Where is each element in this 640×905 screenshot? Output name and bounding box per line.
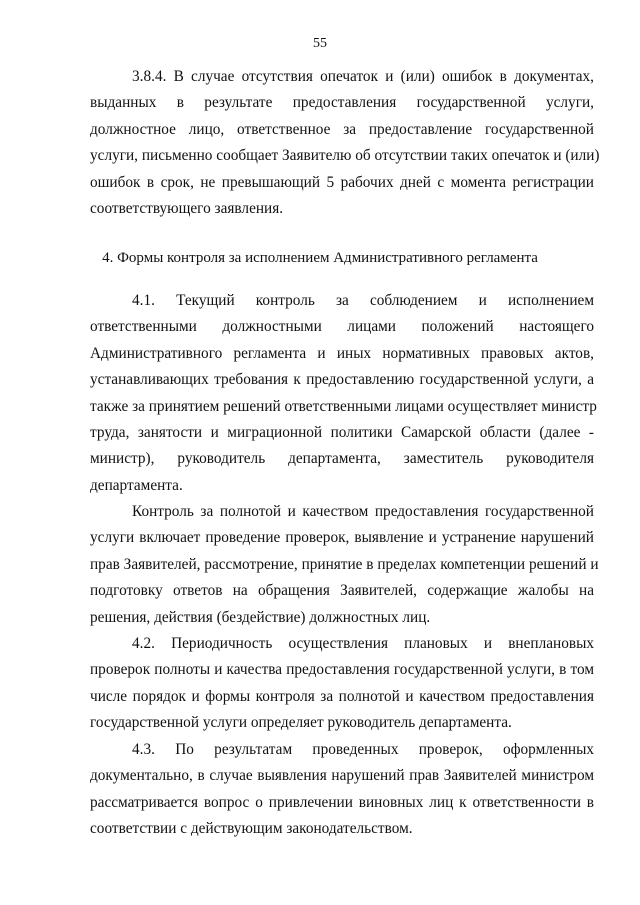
text-line: рассматривается вопрос о привлечении виновных лиц к ответственности в	[90, 793, 594, 811]
text-line: прав Заявителей, рассмотрение, принятие в пределах компетенции решений и	[90, 555, 599, 573]
section-heading: 4. Формы контроля за исполнением Административного регламента	[102, 250, 538, 266]
text-line: соответствии с действующим законодательством.	[90, 820, 413, 838]
paragraph-4-3	[90, 737, 594, 843]
text-line: соответствующего заявления.	[90, 199, 284, 217]
text-line: ошибок в срок, не превышающий 5 рабочих дней с момента регистрации	[90, 173, 594, 191]
text-line: услуги, письменно сообщает Заявителю об отсутствии таких опечаток и (или)	[90, 147, 600, 165]
text-line: ответственными должностными лицами положений настоящего	[90, 318, 594, 336]
text-line: министр), руководитель департамента, заместитель руководителя	[90, 450, 594, 468]
text-line: услуги включает проведение проверок, выявление и устранение нарушений	[90, 529, 594, 547]
text-line: выданных в результате предоставления государственной услуги,	[90, 94, 594, 112]
text-line: 4.1. Текущий контроль за соблюдением и исполнением	[132, 292, 594, 309]
text-line: числе порядок и формы контроля за полнотой и качеством предоставления	[90, 687, 594, 705]
text-line: 3.8.4. В случае отсутствия опечаток и (или) ошибок в документах,	[132, 68, 594, 85]
paragraph-control	[90, 499, 599, 631]
text-line: решения, действия (бездействие) должностных лиц.	[90, 608, 431, 626]
text-line: подготовку ответов на обращения Заявителей, содержащие жалобы на	[90, 582, 594, 600]
paragraph-3-8-4	[90, 64, 600, 222]
paragraph-4-1	[90, 288, 597, 499]
text-line: 4.2. Периодичность осуществления плановых и внеплановых	[132, 635, 594, 652]
page-number: 55	[313, 36, 327, 51]
text-line: государственной услуги определяет руководитель департамента.	[90, 714, 512, 732]
text-line: устанавливающих требования к предоставлению государственной услуги, а	[90, 371, 594, 389]
text-line: документально, в случае выявления нарушений прав Заявителей министром	[90, 767, 594, 785]
text-line: Контроль за полнотой и качеством предоставления государственной	[132, 503, 594, 520]
text-line: департамента.	[90, 476, 183, 494]
paragraph-4-2	[90, 631, 594, 737]
text-line: должностное лицо, ответственное за предоставление государственной	[90, 120, 594, 138]
text-line: Административного регламента и иных нормативных правовых актов,	[90, 344, 594, 362]
text-line: труда, занятости и миграционной политики Самарской области (далее -	[90, 423, 594, 441]
text-line: 4.3. По результатам проведенных проверок, оформленных	[132, 741, 594, 758]
text-line: проверок полноты и качества предоставления государственной услуги, в том	[90, 661, 594, 679]
text-line: также за принятием решений ответственными лицами осуществляет министр	[90, 397, 597, 415]
